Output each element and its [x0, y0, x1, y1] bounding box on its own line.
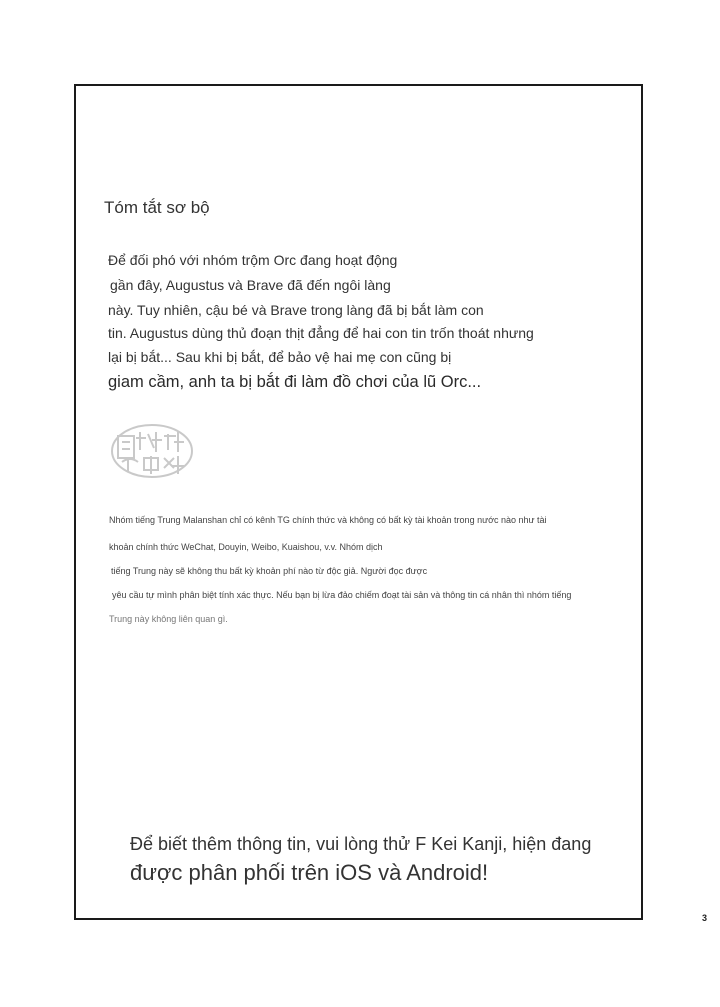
- page-number: 3: [702, 913, 708, 923]
- notice-line: Trung này không liên quan gì.: [109, 614, 228, 624]
- cta-line-2: được phân phối trên iOS và Android!: [130, 860, 489, 885]
- notice-line: yêu cầu tự mình phân biệt tính xác thực. Nếu bạn bị lừa đảo chiếm đoạt tài sản và thông tin cá nhân thì nhóm tiếng: [112, 590, 572, 600]
- cta-line-1: Để biết thêm thông tin, vui lòng thử F Kei Kanji, hiện đang: [130, 834, 592, 854]
- summary-line: tin. Augustus dùng thủ đoạn thịt đẳng để hai con tin trốn thoát nhưng: [108, 325, 534, 341]
- summary-line: lại bị bắt... Sau khi bị bắt, để bảo vệ hai mẹ con cũng bị: [108, 349, 452, 365]
- summary-line: giam cầm, anh ta bị bắt đi làm đồ chơi của lũ Orc...: [108, 373, 482, 391]
- summary-line: Để đối phó với nhóm trộm Orc đang hoạt động: [108, 252, 398, 268]
- notice-line: tiếng Trung này sẽ không thu bất kỳ khoản phí nào từ độc giả. Người đọc được: [111, 566, 428, 576]
- notice-line: Nhóm tiếng Trung Malanshan chỉ có kênh TG chính thức và không có bất kỳ tài khoản trong nước nào như tài: [109, 515, 547, 525]
- summary-title: Tóm tắt sơ bộ: [104, 198, 210, 217]
- summary-line: gần đây, Augustus và Brave đã đến ngôi làng: [110, 277, 391, 293]
- notice-line: khoản chính thức WeChat, Douyin, Weibo, Kuaishou, v.v. Nhóm dịch: [109, 542, 383, 552]
- translation-group-seal-icon: [108, 422, 194, 480]
- summary-line: này. Tuy nhiên, cậu bé và Brave trong làng đã bị bắt làm con: [108, 302, 484, 318]
